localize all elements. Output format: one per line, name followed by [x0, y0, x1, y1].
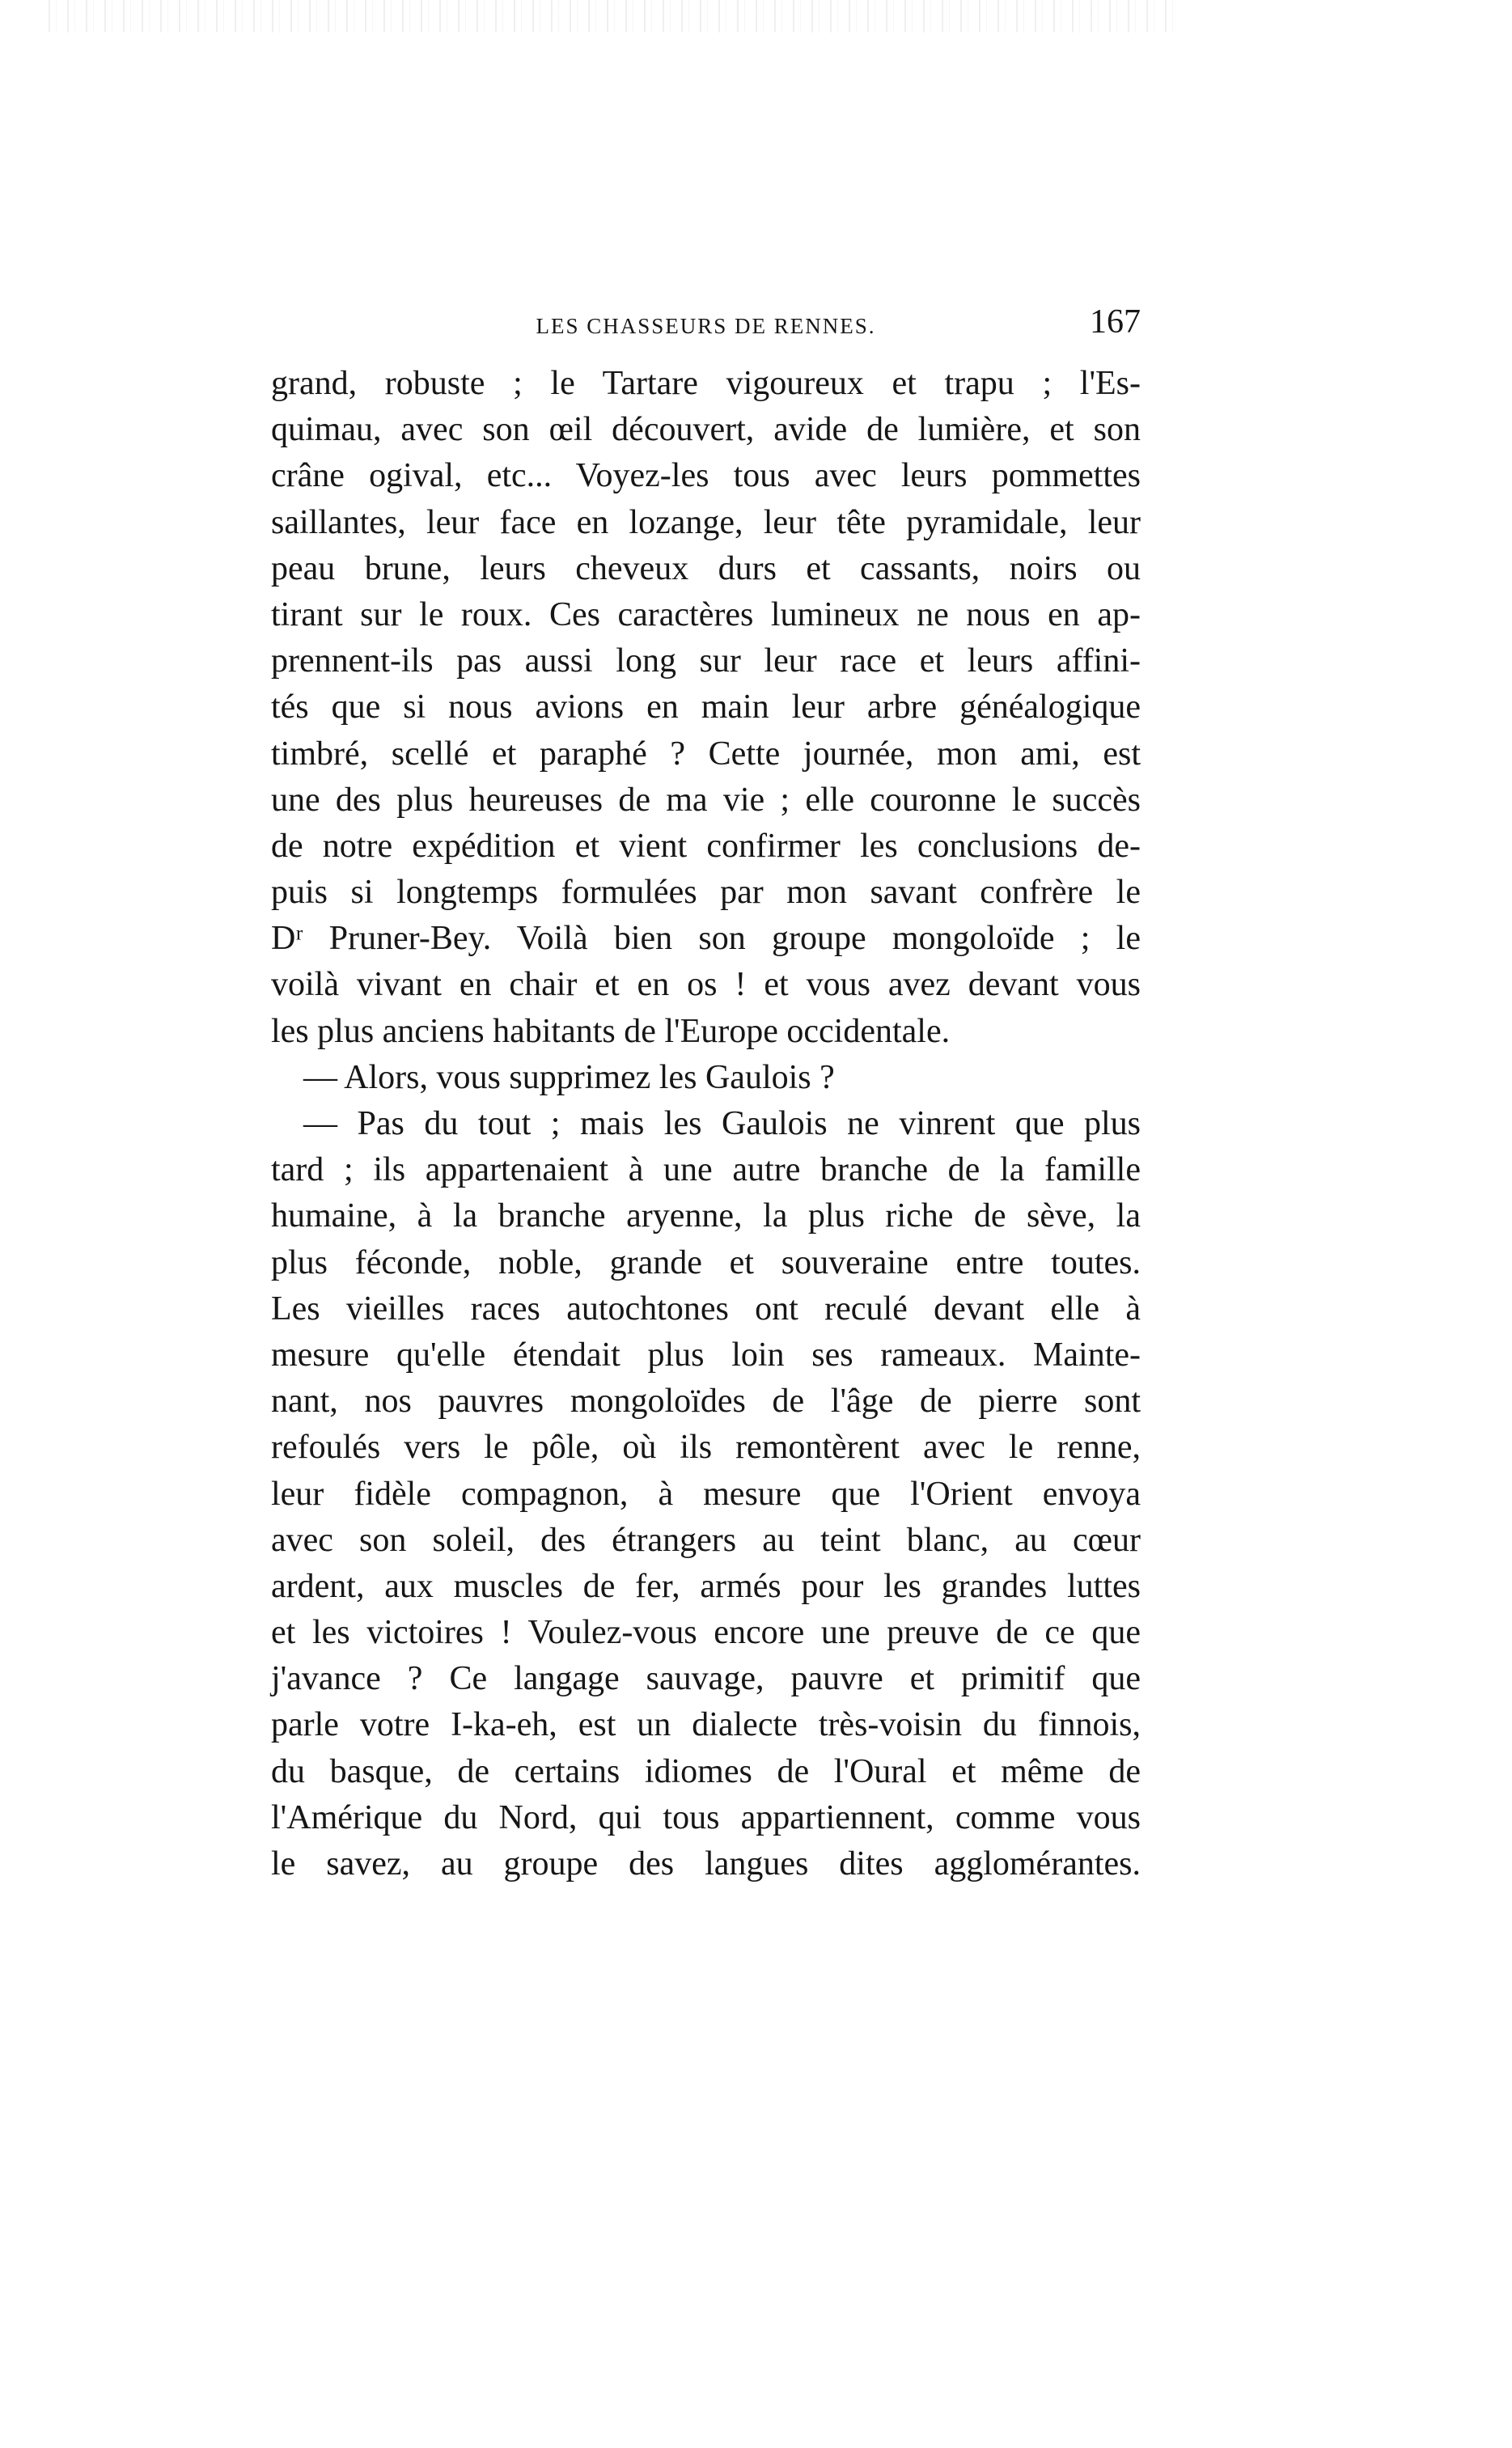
text-line: mesure qu'elle étendait plus loin ses rameaux. Mainte-: [271, 1336, 1141, 1374]
text-line: humaine, à la branche aryenne, la plus riche de sève, la: [271, 1197, 1141, 1235]
text-line: nant, nos pauvres mongoloïdes de l'âge de pierre sont: [271, 1383, 1141, 1421]
text-line: timbré, scellé et paraphé ? Cette journée, mon ami, est: [271, 735, 1141, 773]
text-line: parle votre I-ka-eh, est un dialecte très-voisin du finnois,: [271, 1706, 1141, 1744]
text-line: tés que si nous avions en main leur arbre généalogique: [271, 688, 1141, 726]
dialogue-line: — Pas du tout ; mais les Gaulois ne vinrent que plus: [303, 1105, 1141, 1142]
dialogue-line: — Alors, vous supprimez les Gaulois ?: [303, 1058, 835, 1096]
text-line: voilà vivant en chair et en os ! et vous avez devant vous: [271, 966, 1141, 1004]
running-head: [271, 303, 1141, 341]
text-line: puis si longtemps formulées par mon savant confrère le: [271, 874, 1141, 912]
text-line: de notre expédition et vient confirmer les conclusions de-: [271, 827, 1141, 865]
text-line: prennent-ils pas aussi long sur leur race et leurs affini-: [271, 642, 1141, 680]
text-line: grand, robuste ; le Tartare vigoureux et trapu ; l'Es-: [271, 365, 1141, 402]
text-line: du basque, de certains idiomes de l'Oural et même de: [271, 1752, 1141, 1790]
text-line: refoulés vers le pôle, où ils remontèrent avec le renne,: [271, 1429, 1141, 1467]
text-line: une des plus heureuses de ma vie ; elle couronne le succès: [271, 781, 1141, 819]
text-line: avec son soleil, des étrangers au teint blanc, au cœur: [271, 1521, 1141, 1559]
scan-speckle-top: [49, 0, 1181, 32]
body-text: [271, 361, 1141, 1887]
text-line: tirant sur le roux. Ces caractères lumineux ne nous en ap-: [271, 595, 1141, 633]
text-line: saillantes, leur face en lozange, leur tête pyramidale, leur: [271, 503, 1141, 541]
text-line: les plus anciens habitants de l'Europe occidentale.: [271, 1012, 951, 1050]
text-line: quimau, avec son œil découvert, avide de lumière, et son: [271, 411, 1141, 449]
text-line: peau brune, leurs cheveux durs et cassants, noirs ou: [271, 549, 1141, 587]
text-line: tard ; ils appartenaient à une autre branche de la famille: [271, 1151, 1141, 1189]
page-number: 167: [1090, 303, 1141, 341]
text-line: Les vieilles races autochtones ont reculé devant elle à: [271, 1290, 1141, 1328]
text-line: ardent, aux muscles de fer, armés pour les grandes luttes: [271, 1567, 1141, 1605]
text-line: le savez, au groupe des langues dites agglomérantes.: [271, 1845, 1141, 1883]
text-line: plus féconde, noble, grande et souveraine entre toutes.: [271, 1243, 1141, 1281]
running-title: LES CHASSEURS DE RENNES.: [536, 314, 876, 338]
text-line: leur fidèle compagnon, à mesure que l'Orient envoya: [271, 1475, 1141, 1513]
text-line: l'Amérique du Nord, qui tous appartiennent, comme vous: [271, 1798, 1141, 1836]
text-line: et les victoires ! Voulez-vous encore une preuve de ce que: [271, 1614, 1141, 1652]
text-line: Dʳ Pruner-Bey. Voilà bien son groupe mongoloïde ; le: [271, 920, 1141, 958]
text-line: crâne ogival, etc... Voyez-les tous avec leurs pommettes: [271, 457, 1141, 495]
text-line: j'avance ? Ce langage sauvage, pauvre et primitif que: [271, 1660, 1141, 1698]
